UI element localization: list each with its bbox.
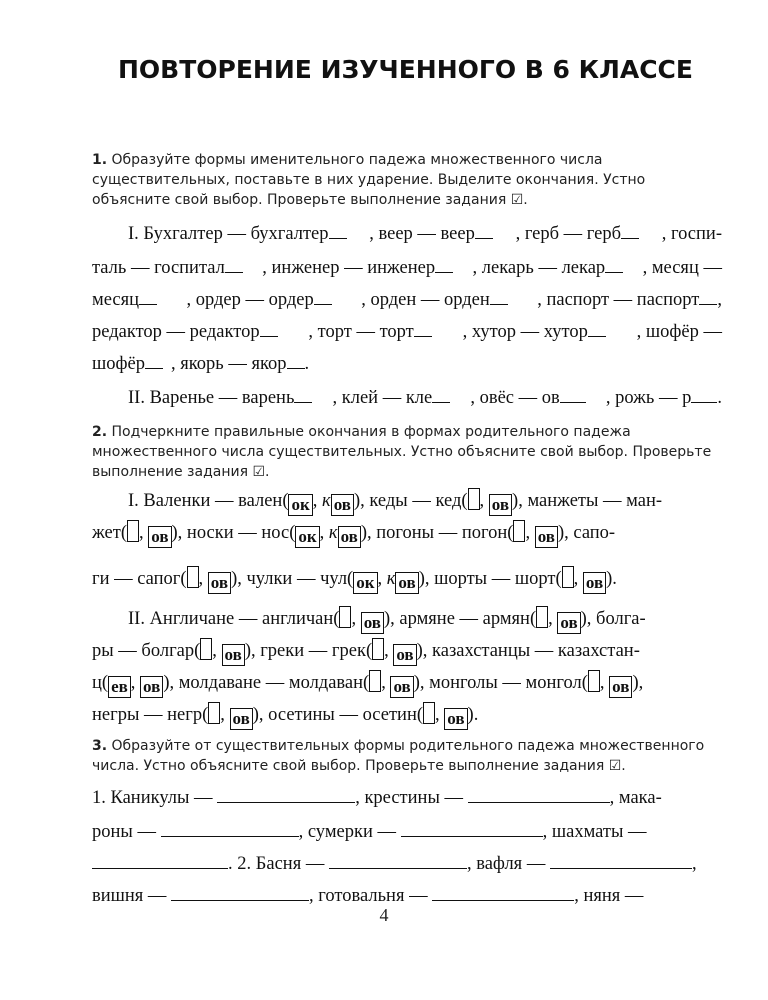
ending-option-empty[interactable] xyxy=(562,566,574,588)
answer-blank[interactable] xyxy=(560,401,586,403)
answer-blank[interactable] xyxy=(294,401,312,403)
ending-option[interactable]: ов xyxy=(557,612,580,634)
answer-blank[interactable] xyxy=(699,303,717,305)
ending-option[interactable]: ов xyxy=(148,526,171,548)
exercise-line: II. Варенье — варень , клей — кле , овёс — ов , рожь — р . xyxy=(128,388,722,408)
exercise-line: шофёр , якорь — якор . xyxy=(92,354,310,374)
exercise-line: II. Англичане — англичан( , ов ), армяне — армян( , ов ), болга- xyxy=(128,606,722,634)
answer-line[interactable] xyxy=(432,899,574,901)
task-text: Подчеркните правильные окончания в формах родительного падежа множественного числа существительных. Устно объясните свой выбор. Проверьте выполнение задания xyxy=(92,424,712,480)
task-3-instruction xyxy=(92,736,724,776)
answer-blank[interactable] xyxy=(691,401,717,403)
answer-line[interactable] xyxy=(171,899,309,901)
answer-blank[interactable] xyxy=(490,303,508,305)
exercise-line: месяц , ордер — ордер , орден — орден , паспорт — паспорт , xyxy=(92,290,722,310)
ending-option[interactable]: ев xyxy=(108,676,131,698)
ending-option[interactable]: ов xyxy=(361,612,384,634)
ending-option-empty[interactable] xyxy=(187,566,199,588)
exercise-line: таль — госпитал , инженер — инженер , лекарь — лекар , месяц — xyxy=(92,258,722,278)
exercise-line: ц( ев , ов ), молдаване — молдаван( , ов ), монголы — монгол( , ов ), xyxy=(92,670,722,698)
ending-option-empty[interactable] xyxy=(200,638,212,660)
answer-line[interactable] xyxy=(92,867,228,869)
task-number: 3. xyxy=(92,738,108,754)
ending-option[interactable]: ок xyxy=(288,494,312,516)
answer-blank[interactable] xyxy=(314,303,332,305)
task-text: Образуйте от существительных формы родительного падежа множественного числа. Устно объясните свой выбор. Проверьте выполнение задания xyxy=(92,738,705,774)
ending-option-empty[interactable] xyxy=(423,702,435,724)
ending-option[interactable]: ок xyxy=(353,572,377,594)
answer-blank[interactable] xyxy=(605,271,623,273)
task-2-instruction xyxy=(92,422,724,482)
ending-option-empty[interactable] xyxy=(536,606,548,628)
ending-option-empty[interactable] xyxy=(127,520,139,542)
page-title: ПОВТОРЕНИЕ ИЗУЧЕННОГО В 6 КЛАССЕ xyxy=(118,55,693,84)
exercise-line: I. Бухгалтер — бухгалтер , веер — веер , герб — герб , госпи- xyxy=(128,224,722,244)
answer-blank[interactable] xyxy=(139,303,157,305)
ending-option[interactable]: ов xyxy=(140,676,163,698)
ending-option-empty[interactable] xyxy=(372,638,384,660)
answer-line[interactable] xyxy=(468,801,610,803)
checkbox-icon: ☑. xyxy=(608,758,626,774)
ending-option[interactable]: ов xyxy=(395,572,418,594)
page-number: 4 xyxy=(379,905,389,925)
ending-option-empty[interactable] xyxy=(339,606,351,628)
ending-option[interactable]: ов xyxy=(230,708,253,730)
exercise-line: 1. Каникулы — , крестины — , мака- xyxy=(92,788,662,808)
ending-option-empty[interactable] xyxy=(208,702,220,724)
answer-blank[interactable] xyxy=(225,271,243,273)
answer-blank[interactable] xyxy=(145,367,163,369)
answer-blank[interactable] xyxy=(621,237,639,239)
ending-option[interactable]: ов xyxy=(583,572,606,594)
ending-option[interactable]: ов xyxy=(208,572,231,594)
exercise-line: I. Валенки — вален( ок , к ов ), кеды — кед( , ов ), манжеты — ман- xyxy=(128,488,722,516)
answer-line[interactable] xyxy=(550,867,692,869)
answer-line[interactable] xyxy=(217,801,355,803)
answer-blank[interactable] xyxy=(287,367,305,369)
ending-option[interactable]: ов xyxy=(222,644,245,666)
answer-blank[interactable] xyxy=(329,237,347,239)
exercise-line: редактор — редактор , торт — торт , хутор — хутор , шофёр — xyxy=(92,322,722,342)
task-number: 1. xyxy=(92,152,108,168)
ending-option[interactable]: ов xyxy=(338,526,361,548)
ending-option-empty[interactable] xyxy=(588,670,600,692)
answer-blank[interactable] xyxy=(432,401,450,403)
ending-option[interactable]: ов xyxy=(609,676,632,698)
exercise-line: вишня — , готовальня — , няня — xyxy=(92,886,644,906)
answer-blank[interactable] xyxy=(260,335,278,337)
exercise-line: негры — негр( , ов ), осетины — осетин( , ов ). xyxy=(92,702,722,730)
answer-blank[interactable] xyxy=(414,335,432,337)
answer-line[interactable] xyxy=(401,835,543,837)
exercise-line: . 2. Басня — , вафля — , xyxy=(92,852,722,876)
ending-option-empty[interactable] xyxy=(468,488,480,510)
answer-blank[interactable] xyxy=(588,335,606,337)
checkbox-icon: ☑. xyxy=(510,192,528,208)
exercise-line: ры — болгар( , ов ), греки — грек( , ов ), казахстанцы — казахстан- xyxy=(92,638,722,666)
task-1-instruction xyxy=(92,150,724,210)
task-number: 2. xyxy=(92,424,108,440)
task-text: Образуйте формы именительного падежа множественного числа существительных, поставьте в них ударение. Выделите окончания. Устно объясните свой выбор. Проверьте выполнение задания xyxy=(92,152,646,208)
ending-option-empty[interactable] xyxy=(513,520,525,542)
answer-line[interactable] xyxy=(161,835,299,837)
ending-option[interactable]: ов xyxy=(331,494,354,516)
ending-option[interactable]: ов xyxy=(444,708,467,730)
answer-line[interactable] xyxy=(329,867,467,869)
answer-blank[interactable] xyxy=(435,271,453,273)
exercise-line: роны — , сумерки — , шахматы — xyxy=(92,822,647,842)
ending-option[interactable]: ов xyxy=(393,644,416,666)
ending-option[interactable]: ок xyxy=(295,526,319,548)
ending-option[interactable]: ов xyxy=(489,494,512,516)
exercise-line: жет( , ов ), носки — нос( ок , к ов ), погоны — погон( , ов ), сапо- xyxy=(92,520,722,548)
exercise-line: ги — сапог( , ов ), чулки — чул( ок , к ов ), шорты — шорт( , ов ). xyxy=(92,566,722,594)
answer-blank[interactable] xyxy=(475,237,493,239)
ending-option[interactable]: ов xyxy=(535,526,558,548)
checkbox-icon: ☑. xyxy=(252,464,270,480)
ending-option[interactable]: ов xyxy=(390,676,413,698)
ending-option-empty[interactable] xyxy=(369,670,381,692)
